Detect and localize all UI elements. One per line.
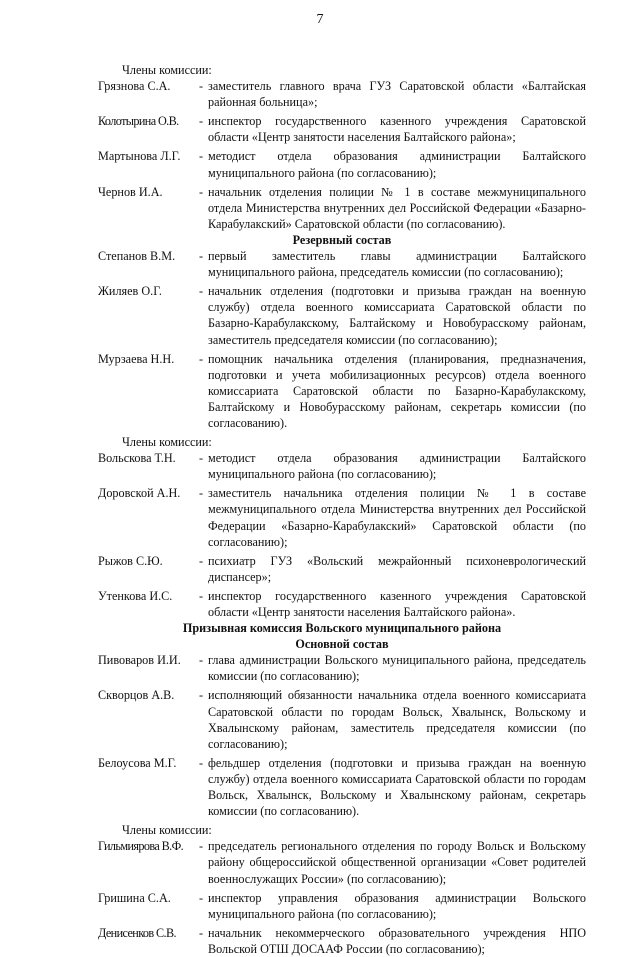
- member-description: начальник отделения полиции № 1 в составе межмуниципального отдела Министерства внутренних дел Российской Федерации «Базарно-Карабулакский» Саратовской области (по согласованию).: [208, 184, 586, 231]
- member-description: методист отдела образования администрации Балтайского муниципального района (по согласованию);: [208, 149, 586, 180]
- dash-separator: -: [198, 351, 204, 366]
- page-number: 7: [316, 12, 324, 27]
- member-entry: [98, 588, 586, 620]
- member-entry: [98, 184, 586, 232]
- section-label: Члены комиссии:: [122, 435, 212, 450]
- member-entry: [98, 450, 586, 482]
- member-entry: [98, 283, 586, 347]
- dash-separator: -: [198, 114, 204, 129]
- dash-separator: -: [198, 839, 204, 854]
- dash-separator: -: [198, 149, 204, 164]
- member-entry: [98, 755, 586, 819]
- member-name: Гильмиярова В.Ф.: [98, 839, 184, 854]
- member-entry: [98, 148, 586, 180]
- member-entry: [98, 890, 586, 922]
- member-description: заместитель главного врача ГУЗ Саратовской области «Балтайская районная больница»;: [208, 79, 586, 110]
- member-name: Жиляев О.Г.: [98, 284, 162, 299]
- member-description: первый заместитель главы администрации Балтайского муниципального района, председатель комиссии (по согласованию);: [208, 249, 586, 280]
- dash-separator: -: [198, 688, 204, 703]
- member-name: Мартынова Л.Г.: [98, 149, 181, 164]
- member-entry: [98, 687, 586, 751]
- dash-separator: -: [198, 451, 204, 466]
- member-entry: [98, 553, 586, 585]
- member-name: Грязнова С.А.: [98, 79, 171, 94]
- dash-separator: -: [198, 79, 204, 94]
- member-description: инспектор управления образования администрации Вольского муниципального района (по согласованию);: [208, 890, 586, 921]
- dash-separator: -: [198, 184, 204, 199]
- member-description: фельдшер отделения (подготовки и призыва граждан на военную службу) отдела военного комиссариата Саратовской области по городам Вольск, Хвалынск, Вольскому и Хвалынскому районам, секретарь комиссии (по согласованию).: [208, 755, 586, 819]
- member-name: Доровской А.Н.: [98, 486, 181, 501]
- member-entry: [98, 78, 586, 110]
- member-description: психиатр ГУЗ «Вольский межрайонный психоневрологический диспансер»;: [208, 553, 586, 584]
- member-entry: [98, 925, 586, 957]
- section-heading: Основной состав: [295, 637, 389, 652]
- member-name: Мурзаева Н.Н.: [98, 351, 175, 366]
- member-description: глава администрации Вольского муниципального района, председатель комиссии (по согласованию);: [208, 653, 586, 684]
- commission-heading: Призывная комиссия Вольского муниципального района: [182, 621, 502, 636]
- member-entry: [98, 351, 586, 431]
- member-description: председатель регионального отделения по городу Вольск и Вольскому району общероссийской общественной организации «Совет родителей военнослужащих России» (по согласованию);: [208, 839, 586, 886]
- member-description: исполняющий обязанности начальника отдела военного комиссариата Саратовской области по городам Вольск, Хвалынск, Вольскому и Хвалынскому районам, заместитель председателя комиссии (по согласованию);: [208, 688, 586, 751]
- member-description: заместитель начальника отделения полиции № 1 в составе межмуниципального отдела Министерства внутренних дел Российской Федерации «Базарно-Карабулакский» Саратовской области (по согласованию);: [208, 486, 586, 549]
- dash-separator: -: [198, 486, 204, 501]
- member-name: Утенкова И.С.: [98, 588, 173, 603]
- section-label: Члены комиссии:: [122, 63, 212, 77]
- member-description: начальник отделения (подготовки и призыва граждан на военную службу) отдела военного комиссариата Саратовской области по Базарно-Карабулакскому, Балтайскому и Новобурасскому районам, заместитель председателя комиссии (по согласованию);: [208, 284, 586, 347]
- member-name: Вольскова Т.Н.: [98, 451, 176, 466]
- section-heading: Резервный состав: [292, 232, 392, 247]
- member-entry: [98, 838, 586, 886]
- dash-separator: -: [198, 553, 204, 568]
- member-name: Гришина С.А.: [98, 890, 171, 905]
- member-entry: [98, 652, 586, 684]
- document-body: [98, 62, 586, 957]
- member-name: Чернов И.А.: [98, 184, 163, 199]
- dash-separator: -: [198, 653, 204, 668]
- member-name: Денисенков С.В.: [98, 925, 176, 940]
- member-entry: [98, 248, 586, 280]
- member-entry: [98, 113, 586, 145]
- dash-separator: -: [198, 890, 204, 905]
- dash-separator: -: [198, 284, 204, 299]
- member-name: Колотырина О.В.: [98, 114, 179, 129]
- section-label: Члены комиссии:: [122, 823, 212, 838]
- dash-separator: -: [198, 925, 204, 940]
- member-description: инспектор государственного казенного учреждения Саратовской области «Центр занятости населения Балтайского района».: [208, 588, 586, 619]
- member-name: Скворцов А.В.: [98, 688, 175, 703]
- member-description: помощник начальника отделения (планирования, предназначения, подготовки и учета мобилизационных ресурсов) отдела военного комиссариата Саратовской области по Базарно-Карабулакскому, Балтайскому и Новобурасскому районам, секретарь комиссии (по согласованию).: [208, 351, 586, 430]
- dash-separator: -: [198, 755, 204, 770]
- dash-separator: -: [198, 588, 204, 603]
- member-description: методист отдела образования администрации Балтайского муниципального района (по согласованию);: [208, 451, 586, 482]
- member-name: Степанов В.М.: [98, 249, 176, 264]
- dash-separator: -: [198, 249, 204, 264]
- member-description: начальник некоммерческого образовательного учреждения НПО Вольской ОТШ ДОСААФ России (по согласованию);: [208, 925, 586, 956]
- member-description: инспектор государственного казенного учреждения Саратовской области «Центр занятости населения Балтайского района»;: [208, 114, 586, 145]
- member-name: Рыжов С.Ю.: [98, 553, 163, 568]
- member-name: Пивоваров И.И.: [98, 653, 181, 668]
- member-entry: [98, 485, 586, 549]
- member-name: Белоусова М.Г.: [98, 755, 177, 770]
